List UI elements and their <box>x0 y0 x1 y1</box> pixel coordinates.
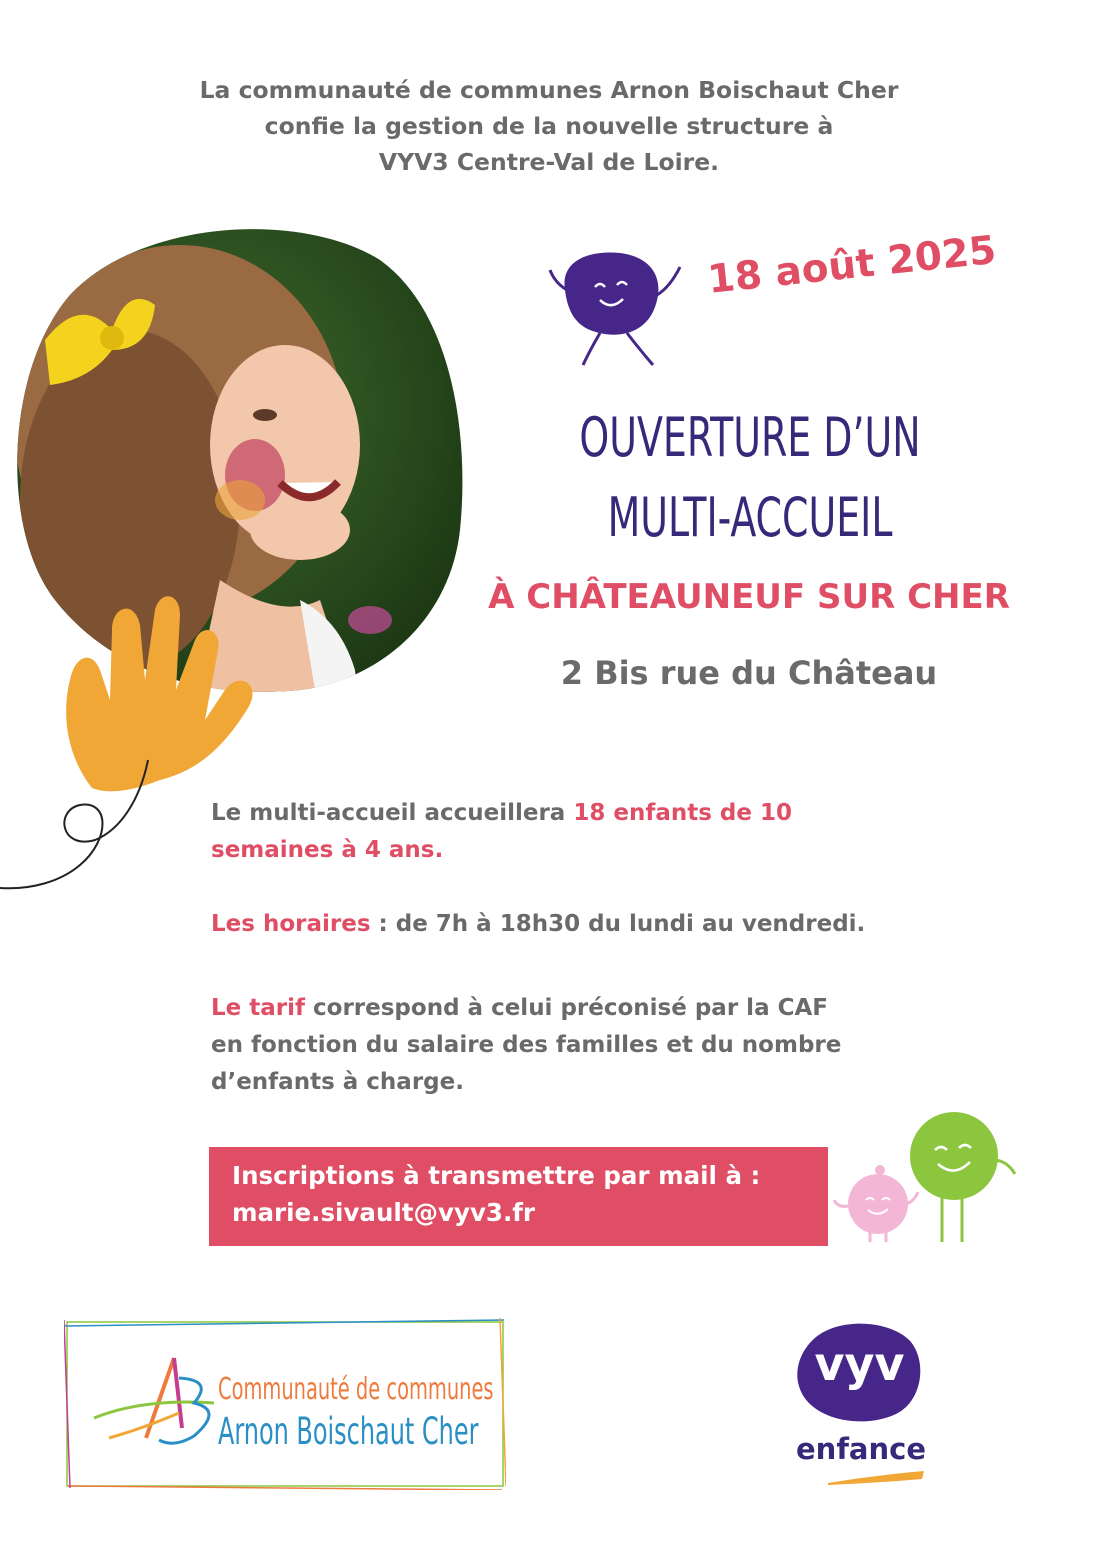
registration-text: Inscriptions à transmettre par mail à : <box>232 1161 761 1190</box>
headline <box>571 398 930 558</box>
vyv-logo-swoosh <box>826 1469 926 1487</box>
tariff-line-3: d’enfants à charge. <box>211 1069 464 1095</box>
mascots-pink-green-icon <box>830 1112 1020 1247</box>
city-title: À CHÂTEAUNEUF SUR CHER <box>488 577 1010 617</box>
hours-paragraph <box>211 906 971 943</box>
tariff-line-2: en fonction du salaire des familles et du nombre <box>211 1032 842 1058</box>
purple-mascot-icon <box>545 245 690 370</box>
opening-date: 18 août 2025 <box>705 227 999 303</box>
capacity-highlight-1: 18 enfants de 10 <box>573 800 793 826</box>
intro-line-1: La communauté de communes Arnon Boischaut Cher <box>199 76 899 104</box>
tariff-label: Le tarif <box>211 995 306 1021</box>
capacity-prefix: Le multi-accueil accueillera <box>211 800 574 826</box>
intro-text <box>120 72 978 180</box>
vyv-logo-text: vyv <box>814 1337 905 1391</box>
vyv-logo-subtitle: enfance <box>796 1432 927 1466</box>
capacity-paragraph <box>211 795 971 869</box>
cc-logo-line-2: Arnon Boischaut Cher <box>218 1410 479 1453</box>
headline-line-2: MULTI-ACCUEIL <box>607 486 893 549</box>
hours-text: : de 7h à 18h30 du lundi au vendredi. <box>370 911 866 937</box>
registration-box <box>209 1147 828 1246</box>
tariff-line-1: correspond à celui préconisé par la CAF <box>305 995 828 1021</box>
capacity-highlight-2: semaines à 4 ans. <box>211 837 444 863</box>
child-photo <box>0 200 480 720</box>
intro-line-3: VYV3 Centre-Val de Loire. <box>378 148 720 176</box>
address: 2 Bis rue du Château <box>560 654 938 692</box>
cc-logo-line-1: Communauté de communes <box>218 1372 494 1407</box>
registration-email[interactable]: marie.sivault@vyv3.fr <box>232 1198 536 1227</box>
hours-label: Les horaires <box>211 911 371 937</box>
headline-line-1: OUVERTURE D’UN <box>579 406 921 469</box>
intro-line-2: confie la gestion de la nouvelle structure à <box>264 112 834 140</box>
tariff-paragraph <box>211 990 971 1101</box>
